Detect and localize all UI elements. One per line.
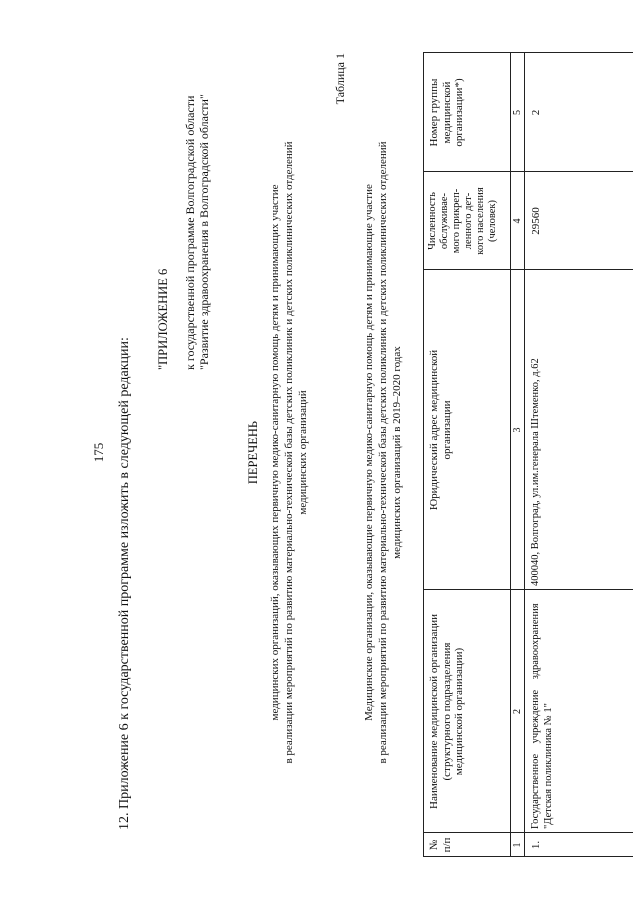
- organization-name-line-2: "Детская поликлиника № 1": [543, 703, 554, 829]
- table-border-left: [423, 856, 633, 857]
- appendix-title: "ПРИЛОЖЕНИЕ 6: [156, 268, 170, 370]
- appendix-line-1: к государственной программе Волгоградской области: [183, 95, 197, 370]
- header-cell-number: № п/п: [428, 837, 453, 853]
- table-label: Таблица 1: [333, 53, 347, 105]
- header-cell-name: Наименование медицинской организации (структурного подразделения медицинской организации): [428, 614, 465, 809]
- list-line-1: медицинских организаций, оказывающих первичную медико-санитарную помощь детям и принимающих участие: [269, 184, 281, 721]
- table-caption-line-3: медицинских организаций в 2019–2020 годах: [391, 346, 403, 559]
- header-cell-group: Номер группы медицинской организации*): [428, 78, 465, 147]
- list-title: ПЕРЕЧЕНЬ: [246, 420, 260, 485]
- list-line-2: в реализации мероприятий по развитию материально-технической базы детских поликлиник и детских поликлинических отделений: [283, 141, 295, 764]
- attached-population: 29560: [530, 207, 542, 235]
- organization-name-line-1: Государственное учреждение здравоохранения: [530, 603, 541, 829]
- column-number-1: 1: [512, 842, 523, 848]
- column-number-4: 4: [512, 218, 523, 224]
- page-number: 175: [91, 442, 106, 463]
- table-caption-line-2: в реализации мероприятий по развитию материально-технической базы детских поликлиник и детских поликлинических отделений: [377, 141, 389, 764]
- column-number-2: 2: [512, 709, 523, 714]
- table-caption-line-1: Медицинские организации, оказывающие первичную медико-санитарную помощь детям и принимающие участие: [363, 184, 375, 721]
- header-cell-population: Численность обслуживае- мого прикреп- ленного дет- кого населения (человек): [427, 187, 498, 255]
- list-line-3: медицинских организаций: [297, 390, 309, 515]
- table-header-bottom-rule: [510, 53, 511, 857]
- column-number-3: 3: [512, 427, 523, 433]
- organization-group: 2: [530, 109, 542, 116]
- column-number-5: 5: [512, 110, 523, 115]
- appendix-line-2: "Развитие здравоохранения в Волгоградской области": [197, 94, 211, 370]
- row-number: 1.: [530, 840, 542, 850]
- amendment-item-text: 12. Приложение 6 к государственной программе изложить в следующей редакции:: [117, 337, 132, 830]
- header-cell-address: Юридический адрес медицинской организации: [428, 349, 453, 511]
- organization-address: 400040, Волгоград, ул.им.генерала Штеменко, д.62: [530, 358, 541, 586]
- table-border-top: [423, 53, 424, 857]
